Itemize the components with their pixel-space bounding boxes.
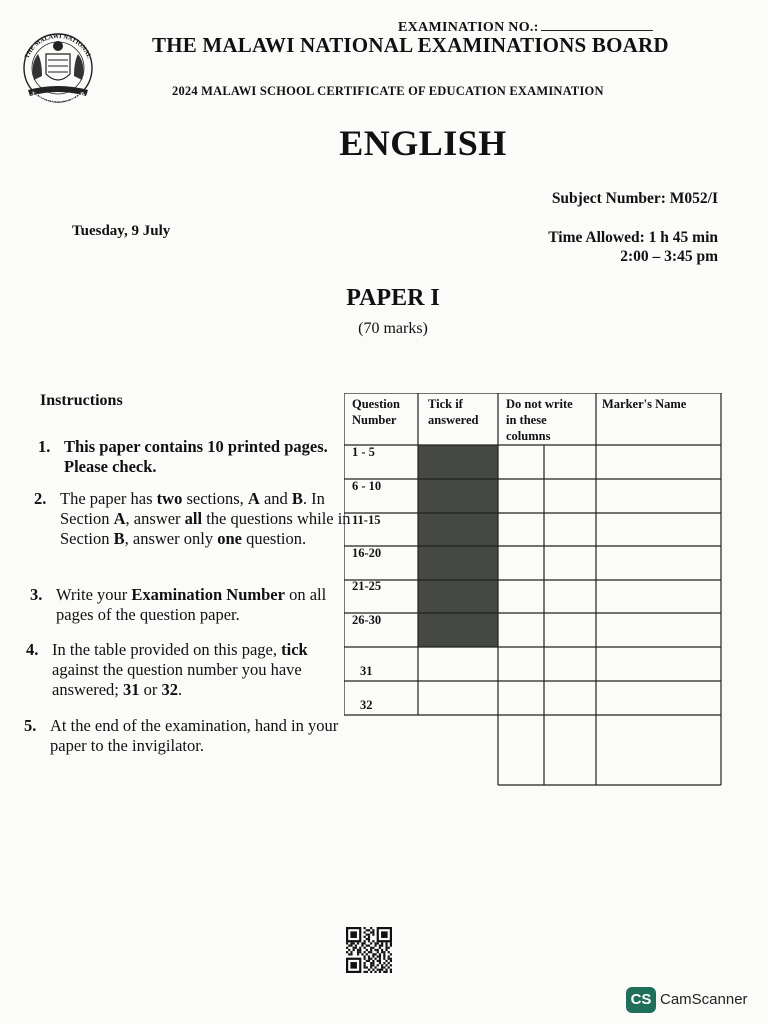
time-allowed: [548, 228, 718, 266]
qr-module: [364, 940, 366, 942]
instruction-item: [26, 640, 356, 702]
qr-module: [390, 953, 392, 955]
question-range-label: 31: [360, 664, 373, 678]
qr-module: [364, 955, 366, 957]
question-range-label: 6 - 10: [352, 479, 382, 493]
instruction-text: The paper has two sections, A and B. In Section A, answer all the questions while in Section B, answer only one question.: [60, 489, 351, 548]
qr-module: [383, 955, 385, 957]
qr-module: [366, 949, 368, 951]
qr-module: [383, 971, 385, 973]
subject-title: ENGLISH: [339, 123, 507, 163]
table-header-cell: Number: [352, 413, 397, 427]
question-range-label: 26-30: [352, 613, 382, 627]
qr-module: [348, 953, 350, 955]
qr-module: [359, 951, 361, 953]
qr-module: [370, 951, 372, 953]
qr-module: [377, 949, 379, 951]
qr-module: [350, 951, 352, 953]
table-header-cell: in these: [506, 413, 547, 427]
qr-module: [381, 931, 388, 938]
qr-module: [361, 942, 363, 944]
instruction-number: 1.: [38, 437, 51, 456]
qr-module: [372, 934, 374, 936]
question-range-label: 16-20: [352, 546, 382, 560]
qr-module: [353, 949, 355, 951]
qr-module: [390, 945, 392, 947]
question-range-label: 11-15: [352, 513, 381, 527]
qr-module: [381, 951, 383, 953]
instruction-text: Write your Examination Number on all pages of the question paper.: [56, 585, 327, 624]
qr-module: [368, 951, 370, 953]
qr-module: [361, 953, 363, 955]
qr-module: [385, 945, 387, 947]
table-header-cell: Marker's Name: [602, 397, 687, 411]
qr-module: [372, 964, 374, 966]
qr-module: [357, 949, 359, 951]
qr-module: [355, 947, 357, 949]
qr-module: [381, 964, 383, 966]
table-header-cell: answered: [428, 413, 479, 427]
qr-module: [381, 966, 383, 968]
qr-module: [368, 969, 370, 971]
qr-module: [350, 942, 352, 944]
table-header-cell: Question: [352, 397, 400, 411]
instruction-item: [24, 716, 354, 758]
qr-module: [366, 966, 368, 968]
qr-module: [368, 934, 370, 936]
qr-module: [364, 942, 366, 944]
subject-number: Subject Number: M052/I: [551, 190, 718, 207]
qr-module: [366, 934, 368, 936]
qr-module: [348, 945, 350, 947]
qr-module: [385, 949, 387, 951]
qr-module: [377, 951, 379, 953]
camscanner-name: CamScanner: [660, 991, 748, 1008]
instruction-item: [38, 437, 368, 479]
instruction-text: This paper contains 10 printed pages. Please check.: [64, 437, 328, 476]
qr-module: [379, 945, 381, 947]
qr-module: [390, 942, 392, 944]
qr-module: [377, 955, 379, 957]
qr-module: [374, 971, 376, 973]
qr-module: [388, 955, 390, 957]
qr-module: [379, 969, 381, 971]
qr-module: [383, 951, 385, 953]
qr-module: [366, 945, 368, 947]
qr-module: [350, 945, 352, 947]
examination-number-label: EXAMINATION NO.:: [398, 20, 539, 35]
qr-module: [366, 953, 368, 955]
exam-date: Tuesday, 9 July: [72, 223, 171, 239]
qr-module: [374, 966, 376, 968]
qr-module: [372, 953, 374, 955]
qr-module: [366, 971, 368, 973]
qr-module: [370, 942, 372, 944]
qr-module: [370, 962, 372, 964]
qr-module: [370, 947, 372, 949]
qr-module: [377, 942, 379, 944]
qr-module: [364, 962, 366, 964]
qr-module: [388, 962, 390, 964]
question-tick-table: [344, 393, 722, 786]
paper-title: PAPER I: [346, 285, 440, 311]
qr-module: [359, 947, 361, 949]
qr-module: [385, 964, 387, 966]
instruction-number: 3.: [30, 585, 43, 604]
qr-module: [390, 958, 392, 960]
qr-module: [385, 947, 387, 949]
qr-module: [364, 931, 366, 933]
qr-module: [364, 971, 366, 973]
table-header-cell: Do not write: [506, 397, 573, 411]
qr-module: [385, 942, 387, 944]
qr-module: [372, 955, 374, 957]
qr-module: [368, 936, 370, 938]
qr-module: [372, 940, 374, 942]
qr-module: [364, 951, 366, 953]
qr-module: [383, 962, 385, 964]
qr-module: [383, 966, 385, 968]
qr-module: [350, 962, 357, 969]
qr-module: [381, 945, 383, 947]
qr-module: [374, 949, 376, 951]
qr-module: [379, 947, 381, 949]
logo-bottom-text: XAMINATIONS BOAR: [29, 90, 87, 105]
qr-module: [364, 936, 366, 938]
qr-module: [353, 947, 355, 949]
qr-module: [383, 953, 385, 955]
qr-module: [385, 969, 387, 971]
qr-module: [368, 929, 370, 931]
qr-module: [379, 971, 381, 973]
paper-marks: (70 marks): [358, 320, 428, 337]
qr-module: [364, 958, 366, 960]
qr-module: [366, 960, 368, 962]
time-allowed-range: 2:00 – 3:45 pm: [620, 248, 718, 265]
examination-title: 2024 MALAWI SCHOOL CERTIFICATE OF EDUCATION EXAMINATION: [172, 84, 604, 98]
qr-module: [381, 942, 383, 944]
table-header-cell: Tick if: [428, 397, 463, 411]
qr-module: [364, 947, 366, 949]
qr-module: [377, 964, 379, 966]
table-header-cell: columns: [506, 429, 551, 443]
instruction-number: 2.: [34, 489, 47, 508]
qr-module: [357, 951, 359, 953]
qr-module: [390, 969, 392, 971]
qr-module: [370, 958, 372, 960]
instruction-number: 5.: [24, 716, 37, 735]
qr-module: [385, 971, 387, 973]
qr-module: [370, 964, 372, 966]
qr-module: [374, 958, 376, 960]
instruction-item: [34, 489, 364, 573]
qr-module: [350, 953, 352, 955]
instruction-item: [30, 585, 360, 627]
qr-module: [379, 958, 381, 960]
qr-module: [366, 938, 368, 940]
qr-module: [388, 947, 390, 949]
qr-module: [388, 958, 390, 960]
question-range-label: 21-25: [352, 579, 382, 593]
qr-module: [366, 929, 368, 931]
qr-module: [370, 971, 372, 973]
qr-module: [374, 953, 376, 955]
logo-top-text: THE MALAWI NATIONAL: [23, 32, 93, 60]
qr-module: [368, 940, 370, 942]
qr-module: [357, 942, 359, 944]
question-range-label: 1 - 5: [352, 445, 375, 459]
qr-module: [379, 955, 381, 957]
qr-code-icon: [346, 927, 392, 973]
qr-module: [368, 945, 370, 947]
qr-module: [372, 931, 374, 933]
qr-module: [379, 960, 381, 962]
qr-module: [381, 949, 383, 951]
qr-module: [359, 949, 361, 951]
qr-module: [390, 960, 392, 962]
qr-module: [388, 951, 390, 953]
camscanner-logo-icon: CS: [626, 987, 656, 1013]
qr-module: [374, 942, 376, 944]
time-allowed-duration: Time Allowed: 1 h 45 min: [548, 229, 718, 246]
qr-module: [361, 945, 363, 947]
qr-module: [364, 927, 366, 929]
question-range-label: 32: [360, 698, 373, 712]
board-crest-logo: [12, 24, 104, 116]
instruction-text: In the table provided on this page, tick against the question number you have answered; 31 or 32.: [52, 640, 308, 699]
qr-module: [370, 927, 372, 929]
qr-module: [348, 949, 350, 951]
qr-module: [346, 951, 348, 953]
qr-module: [385, 960, 387, 962]
instruction-text: At the end of the examination, hand in your paper to the invigilator.: [50, 716, 339, 755]
qr-module: [370, 949, 372, 951]
qr-module: [368, 958, 370, 960]
qr-module: [383, 958, 385, 960]
qr-module: [357, 953, 359, 955]
qr-module: [372, 969, 374, 971]
qr-module: [364, 966, 366, 968]
instructions-heading: Instructions: [40, 392, 123, 409]
qr-module: [388, 966, 390, 968]
qr-module: [364, 964, 366, 966]
qr-module: [390, 964, 392, 966]
qr-module: [372, 960, 374, 962]
qr-module: [346, 947, 348, 949]
qr-module: [368, 938, 370, 940]
qr-module: [374, 945, 376, 947]
qr-module: [372, 929, 374, 931]
qr-module: [350, 931, 357, 938]
qr-module: [381, 969, 383, 971]
qr-module: [390, 971, 392, 973]
instruction-number: 4.: [26, 640, 39, 659]
qr-module: [379, 953, 381, 955]
qr-module: [372, 947, 374, 949]
qr-module: [355, 945, 357, 947]
qr-module: [368, 955, 370, 957]
board-name: THE MALAWI NATIONAL EXAMINATIONS BOARD: [152, 33, 669, 57]
examination-number-line: [541, 18, 653, 31]
qr-module: [368, 960, 370, 962]
qr-module: [379, 962, 381, 964]
qr-module: [377, 969, 379, 971]
qr-module: [353, 942, 355, 944]
qr-module: [370, 966, 372, 968]
qr-module: [370, 931, 372, 933]
qr-module: [346, 942, 348, 944]
qr-module: [377, 960, 379, 962]
qr-module: [372, 962, 374, 964]
